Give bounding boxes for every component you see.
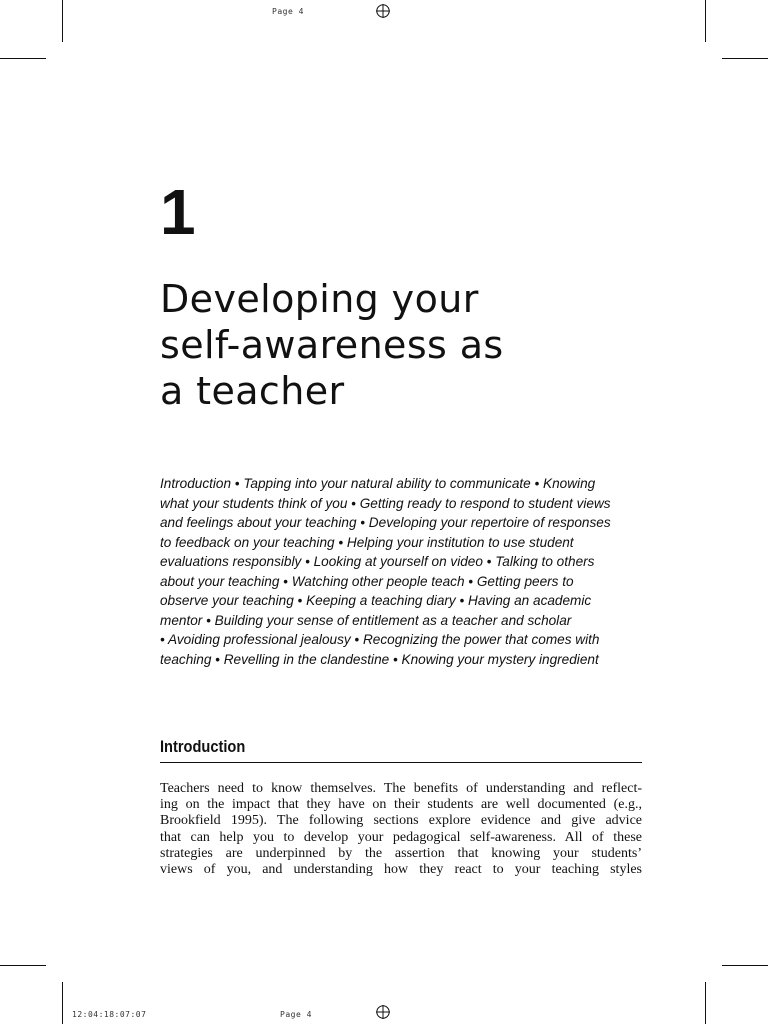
contents-line: and feelings about your teaching • Developing your repertoire of responses — [160, 515, 611, 530]
body-line: Brookfield 1995). The following sections explore evidence and give advice — [160, 813, 642, 829]
chapter-contents-summary — [160, 474, 650, 669]
section-divider — [160, 762, 642, 763]
chapter-title-line: Developing your — [160, 277, 479, 321]
slug-timestamp: 12:04:18:07:07 — [72, 1010, 147, 1019]
contents-line: mentor • Building your sense of entitlement as a teacher and scholar — [160, 612, 572, 628]
contents-line: teaching • Revelling in the clandestine • Knowing your mystery ingredient — [160, 651, 599, 667]
registration-mark-icon — [376, 4, 390, 18]
crop-mark-bottom-right — [705, 982, 706, 1024]
contents-line: to feedback on your teaching • Helping your institution to use student — [160, 534, 574, 550]
slug-page-label-top: Page 4 — [272, 7, 304, 16]
chapter-title — [160, 276, 640, 414]
chapter-title-line: self-awareness as — [160, 323, 504, 367]
body-line: views of you, and understanding how they react to your teaching styles — [160, 862, 642, 878]
chapter-number: 1 — [160, 176, 196, 248]
crop-mark-top-right — [722, 58, 768, 59]
section-heading: Introduction — [160, 737, 246, 756]
crop-mark-top-left — [0, 58, 46, 59]
crop-mark-top-right — [705, 0, 706, 42]
contents-line: evaluations responsibly • Looking at yourself on video • Talking to others — [160, 554, 595, 569]
contents-line: Introduction • Tapping into your natural ability to communicate • Knowing — [160, 476, 596, 491]
body-line: Teachers need to know themselves. The benefits of understanding and reflect- — [160, 781, 642, 796]
contents-line: what your students think of you • Getting ready to respond to student views — [160, 495, 611, 511]
crop-mark-bottom-right — [722, 965, 768, 966]
crop-mark-top-left — [62, 0, 63, 42]
crop-mark-bottom-left — [62, 982, 63, 1024]
contents-line: observe your teaching • Keeping a teaching diary • Having an academic — [160, 593, 592, 608]
body-line: ing on the impact that they have on their students are well documented (e.g., — [160, 797, 642, 813]
crop-mark-bottom-left — [0, 965, 46, 966]
chapter-title-line: a teacher — [160, 369, 345, 413]
body-paragraph — [160, 781, 642, 878]
contents-line: • Avoiding professional jealousy • Recognizing the power that comes with — [160, 632, 600, 647]
contents-line: about your teaching • Watching other people teach • Getting peers to — [160, 573, 574, 589]
slug-page-label-bottom: Page 4 — [280, 1010, 312, 1019]
registration-mark-icon — [376, 1005, 390, 1019]
body-line: that can help you to develop your pedagogical self-awareness. All of these — [160, 829, 642, 845]
body-line: strategies are underpinned by the assertion that knowing your students’ — [160, 845, 642, 861]
